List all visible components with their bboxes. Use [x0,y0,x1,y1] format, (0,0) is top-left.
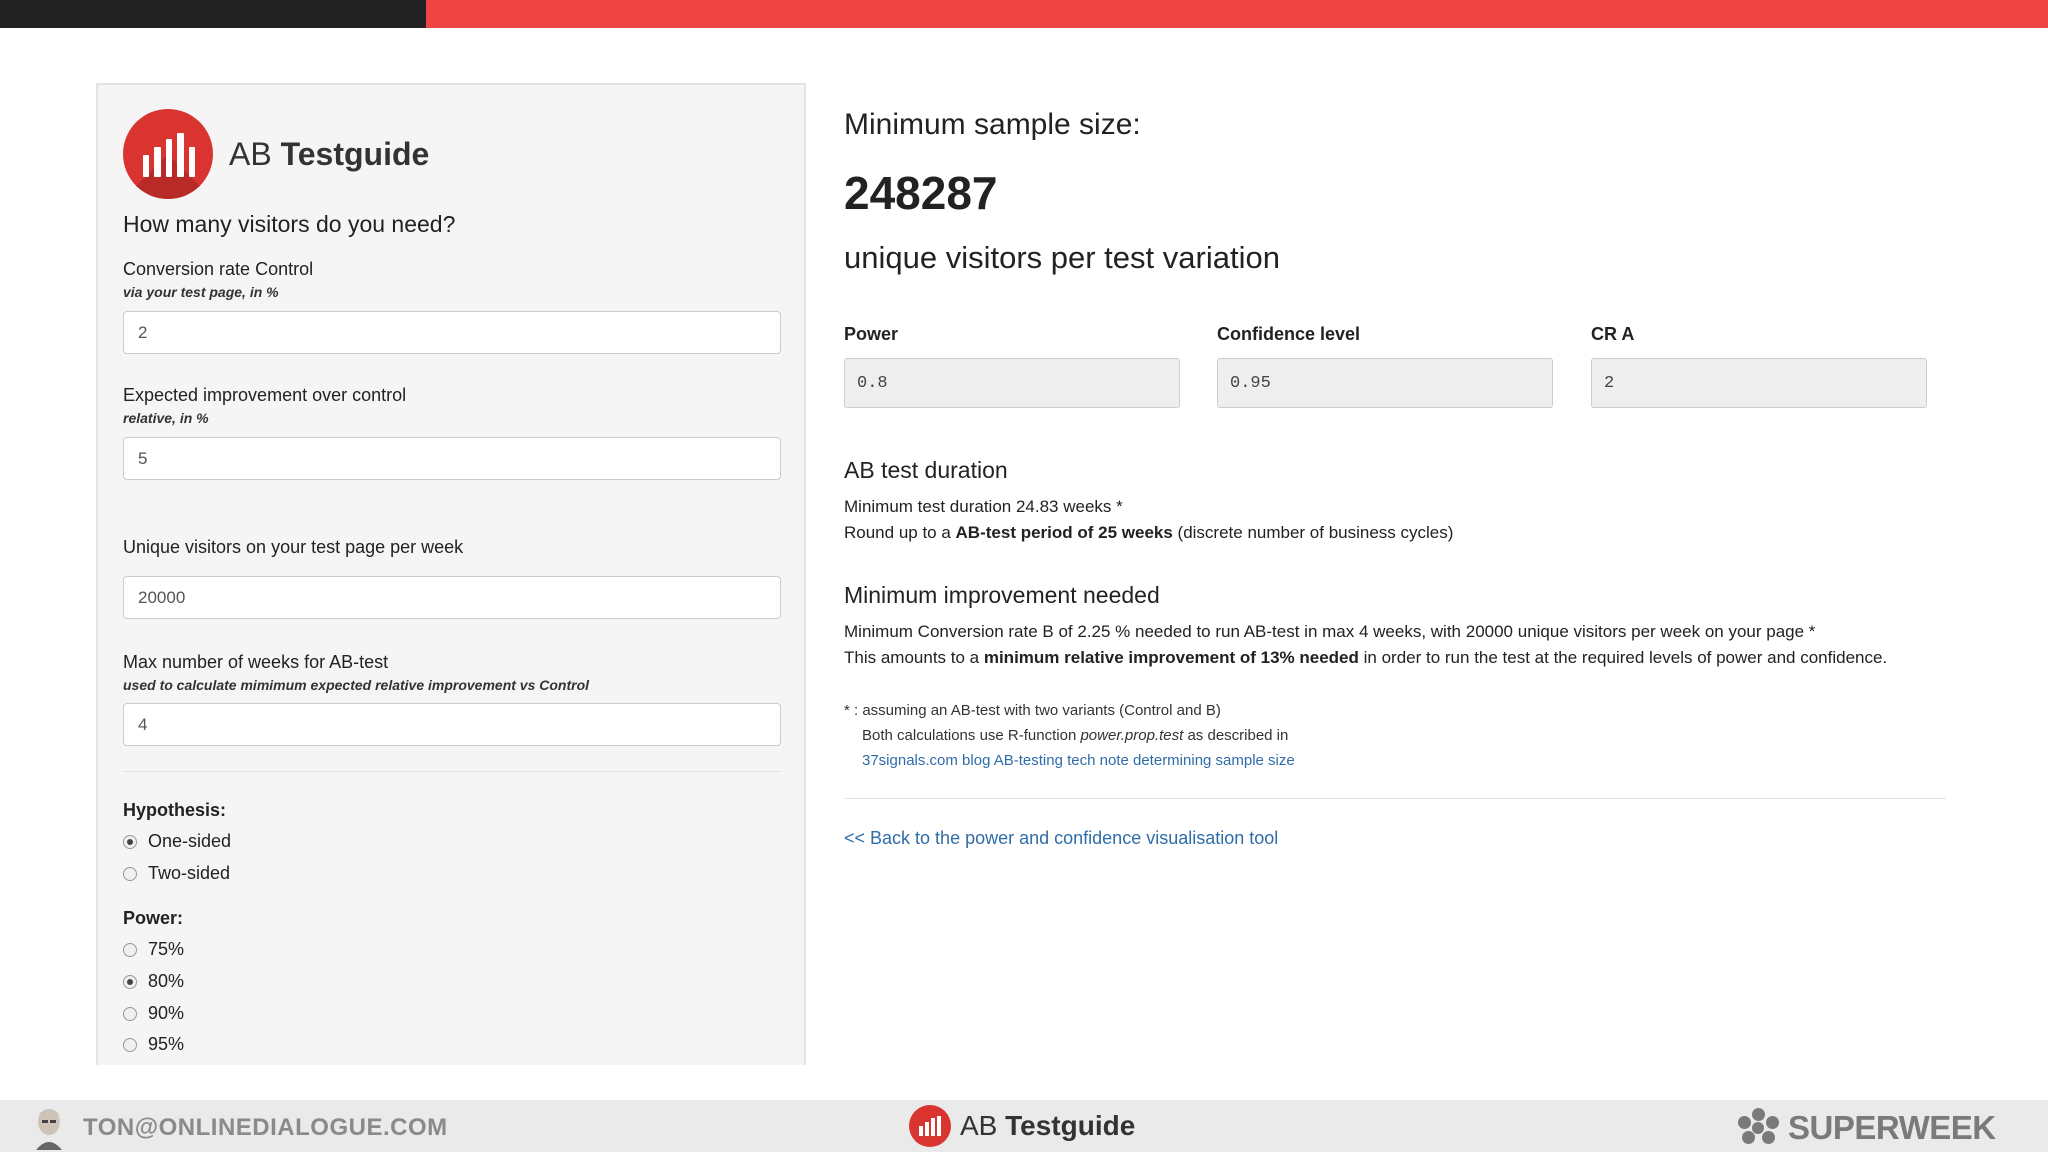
footnote-method: Both calculations use R-function power.prop.test as described in [862,727,1289,744]
footer-email: TON@ONLINEDIALOGUE.COM [83,1114,448,1141]
cra-param-field: 2 [1591,358,1927,408]
power-95[interactable] [123,1034,184,1055]
cr-control-input[interactable] [123,311,781,354]
hypothesis-two-sided[interactable] [123,863,230,884]
duration-roundup: Round up to a AB-test period of 25 weeks (discrete number of business cycles) [844,523,1454,542]
power-label: Power: [123,908,184,928]
sample-size-value: 248287 [844,167,998,219]
results-divider [844,798,1946,799]
radio-label: 80% [148,971,185,991]
input-panel [96,83,806,1065]
radio-label: One-sided [148,831,232,851]
sponsor-logo [1738,1108,1996,1148]
radio-button[interactable] [123,943,137,957]
sponsor-name: SUPERWEEK [1788,1109,1996,1146]
app-logo [123,109,429,199]
hypothesis-label: Hypothesis: [123,800,227,820]
weeks-input[interactable] [123,703,781,746]
chart-logo-icon [909,1105,951,1147]
form-title: How many visitors do you need? [123,211,456,237]
top-bar-dark [0,0,426,28]
radio-button[interactable] [123,867,137,881]
visitors-input[interactable] [123,576,781,619]
flower-icon [1738,1108,1780,1148]
radio-button[interactable] [123,835,137,849]
improvement-relative: This amounts to a minimum relative improvement of 13% needed in order to run the test at the required levels of power and confidence. [844,648,1888,667]
cra-param-label: CR A [1591,324,1635,344]
radio-button[interactable] [123,1038,137,1052]
reference-link[interactable]: 37signals.com blog AB-testing tech note determining sample size [862,752,1295,769]
confidence-param-field: 0.95 [1217,358,1553,408]
cr-control-label: Conversion rate Control [123,259,314,279]
cr-control-hint: via your test page, in % [123,284,279,300]
weeks-label: Max number of weeks for AB-test [123,652,389,672]
power-90[interactable] [123,1003,184,1024]
power-param-field: 0.8 [844,358,1180,408]
improvement-hint: relative, in % [123,410,209,426]
radio-label: 90% [148,1003,185,1023]
duration-line: Minimum test duration 24.83 weeks * [844,497,1123,516]
duration-heading: AB test duration [844,457,1008,483]
footer-logo [909,1105,1135,1147]
radio-button[interactable] [123,975,137,989]
radio-button[interactable] [123,1007,137,1021]
power-param-label: Power [844,324,899,344]
presenter-avatar [32,1104,66,1150]
confidence-param-label: Confidence level [1217,324,1361,344]
improvement-input[interactable] [123,437,781,480]
improvement-heading: Minimum improvement needed [844,582,1160,608]
back-link[interactable]: << Back to the power and confidence visualisation tool [844,828,1279,848]
app-name: AB Testguide [229,135,430,172]
improvement-label: Expected improvement over control [123,385,407,405]
footer-bar [0,1100,2048,1152]
visitors-label: Unique visitors on your test page per week [123,537,464,557]
result-title: Minimum sample size: [844,108,1141,141]
form-divider [123,771,781,772]
hypothesis-one-sided[interactable] [123,831,231,852]
power-80[interactable] [123,971,184,992]
radio-label: 75% [148,939,185,959]
radio-label: Two-sided [148,863,231,883]
results-panel [844,0,2004,1100]
power-75[interactable] [123,939,184,960]
footer-logo-text: AB Testguide [960,1110,1136,1141]
chart-logo-icon [123,109,213,199]
radio-label: 95% [148,1034,185,1054]
footnote-assumption: * : assuming an AB-test with two variants (Control and B) [844,702,1221,719]
weeks-hint: used to calculate mimimum expected relative improvement vs Control [123,677,590,693]
sample-size-unit: unique visitors per test variation [844,240,1280,275]
improvement-line: Minimum Conversion rate B of 2.25 % needed to run AB-test in max 4 weeks, with 20000 unique visitors per week on your page * [844,622,1816,641]
